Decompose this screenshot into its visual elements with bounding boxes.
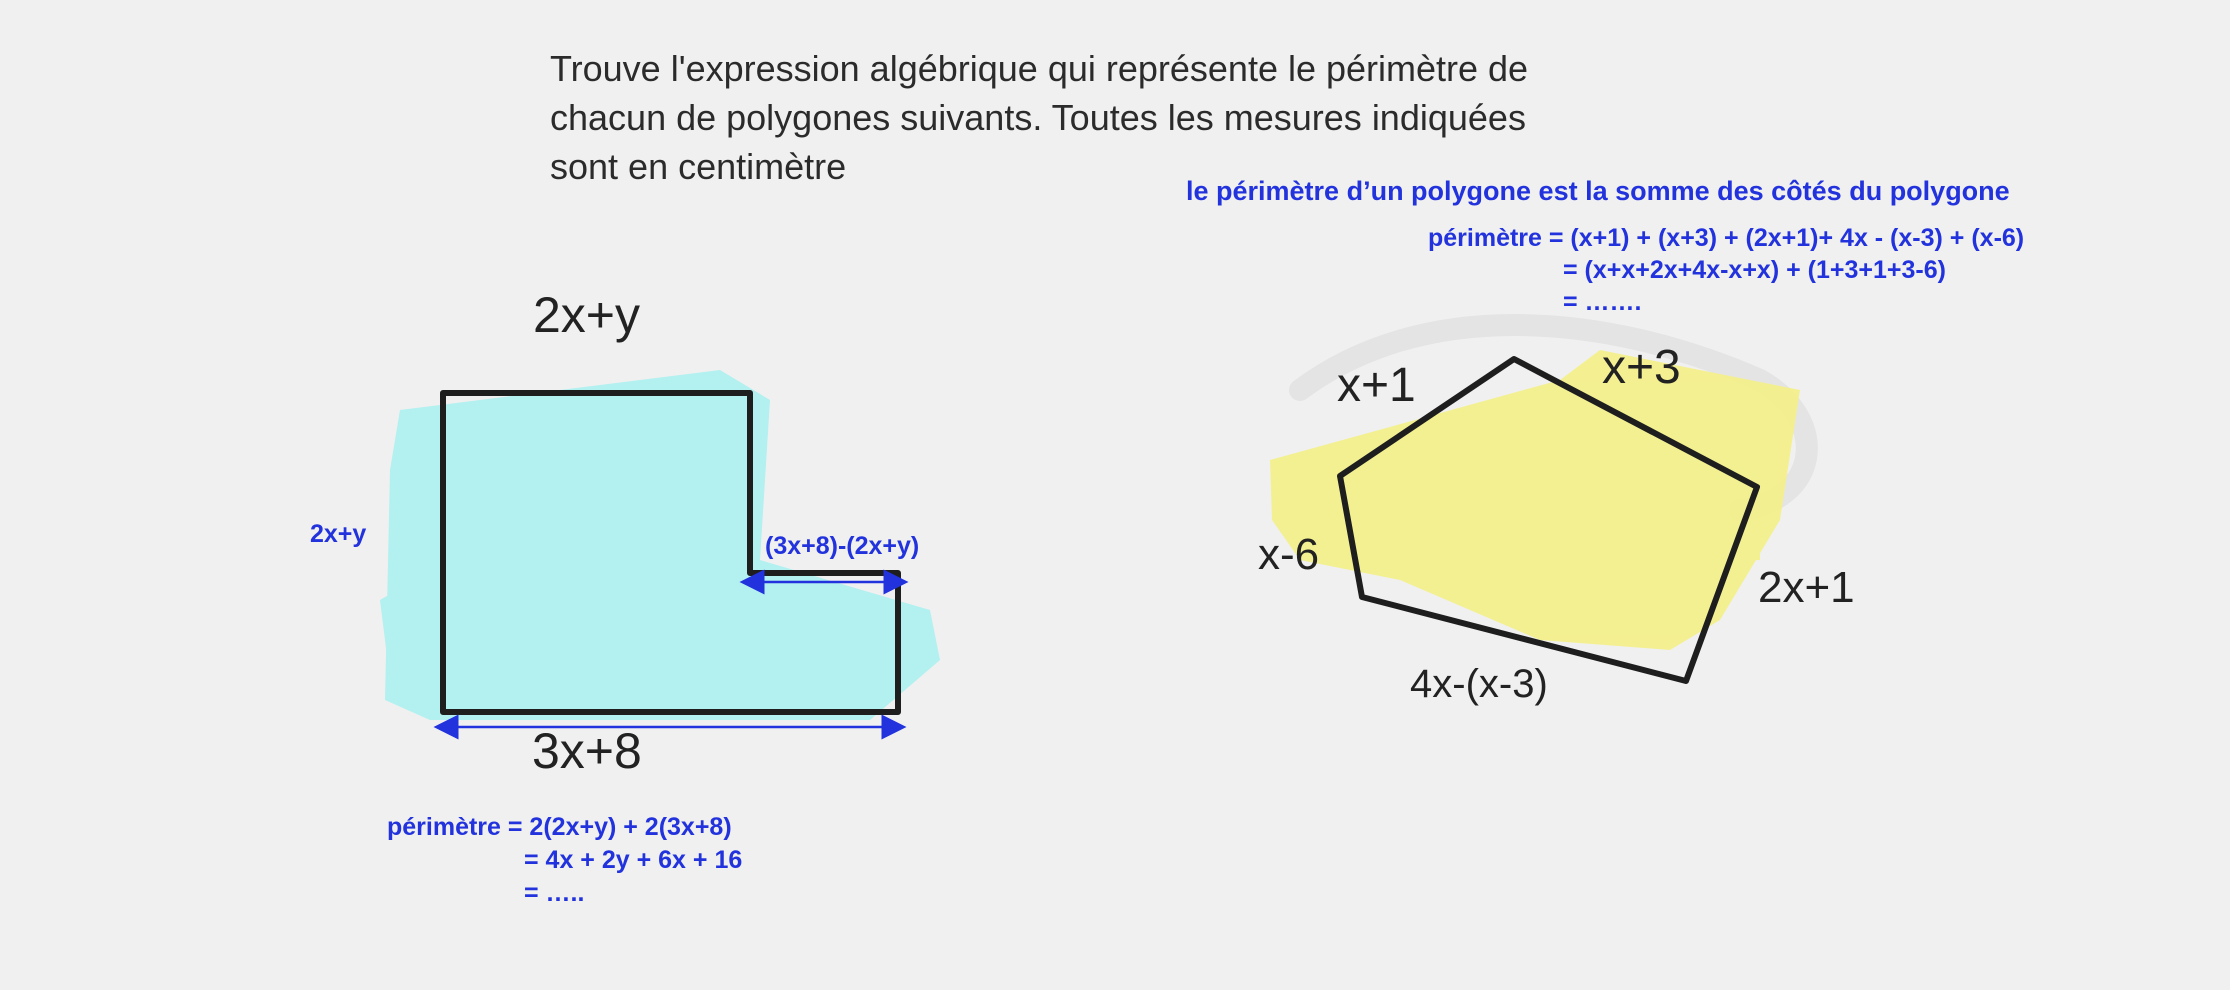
pentagon-label-x-plus-1: x+1: [1337, 359, 1416, 412]
perimeter-line: = (x+x+2x+4x-x+x) + (1+3+1+3-6): [1563, 256, 1946, 284]
perimeter-line: = 4x + 2y + 6x + 16: [524, 846, 743, 874]
shape1-perimeter: [387, 811, 742, 910]
instruction-line: sont en centimètre: [550, 146, 847, 187]
pentagon-label-x-minus-6: x-6: [1258, 530, 1320, 579]
instruction-line: Trouve l'expression algébrique qui représente le périmètre de: [550, 48, 1529, 89]
definition-text: le périmètre d’un polygone est la somme des côtés du polygone: [1186, 176, 2010, 206]
shape1-bottom-label: 3x+8: [532, 723, 642, 779]
shape2-perimeter: [1428, 222, 2024, 318]
shape1-top-label: 2x+y: [533, 287, 641, 343]
shape1-step-label: (3x+8)-(2x+y): [765, 532, 920, 560]
perimeter-line: périmètre = 2(2x+y) + 2(3x+8): [387, 813, 732, 841]
shape1-left-label: 2x+y: [310, 520, 367, 548]
perimeter-line: = …….: [1563, 288, 1642, 316]
perimeter-line: périmètre = (x+1) + (x+3) + (2x+1)+ 4x - (x-3) + (x-6): [1428, 224, 2025, 252]
instruction-line: chacun de polygones suivants. Toutes les mesures indiquées: [550, 97, 1526, 138]
perimeter-line: = …..: [524, 879, 585, 907]
pentagon-label-4x-minus: 4x-(x-3): [1410, 662, 1548, 706]
pentagon-label-2x-plus-1: 2x+1: [1758, 563, 1855, 612]
pentagon-label-x-plus-3: x+3: [1602, 341, 1681, 394]
